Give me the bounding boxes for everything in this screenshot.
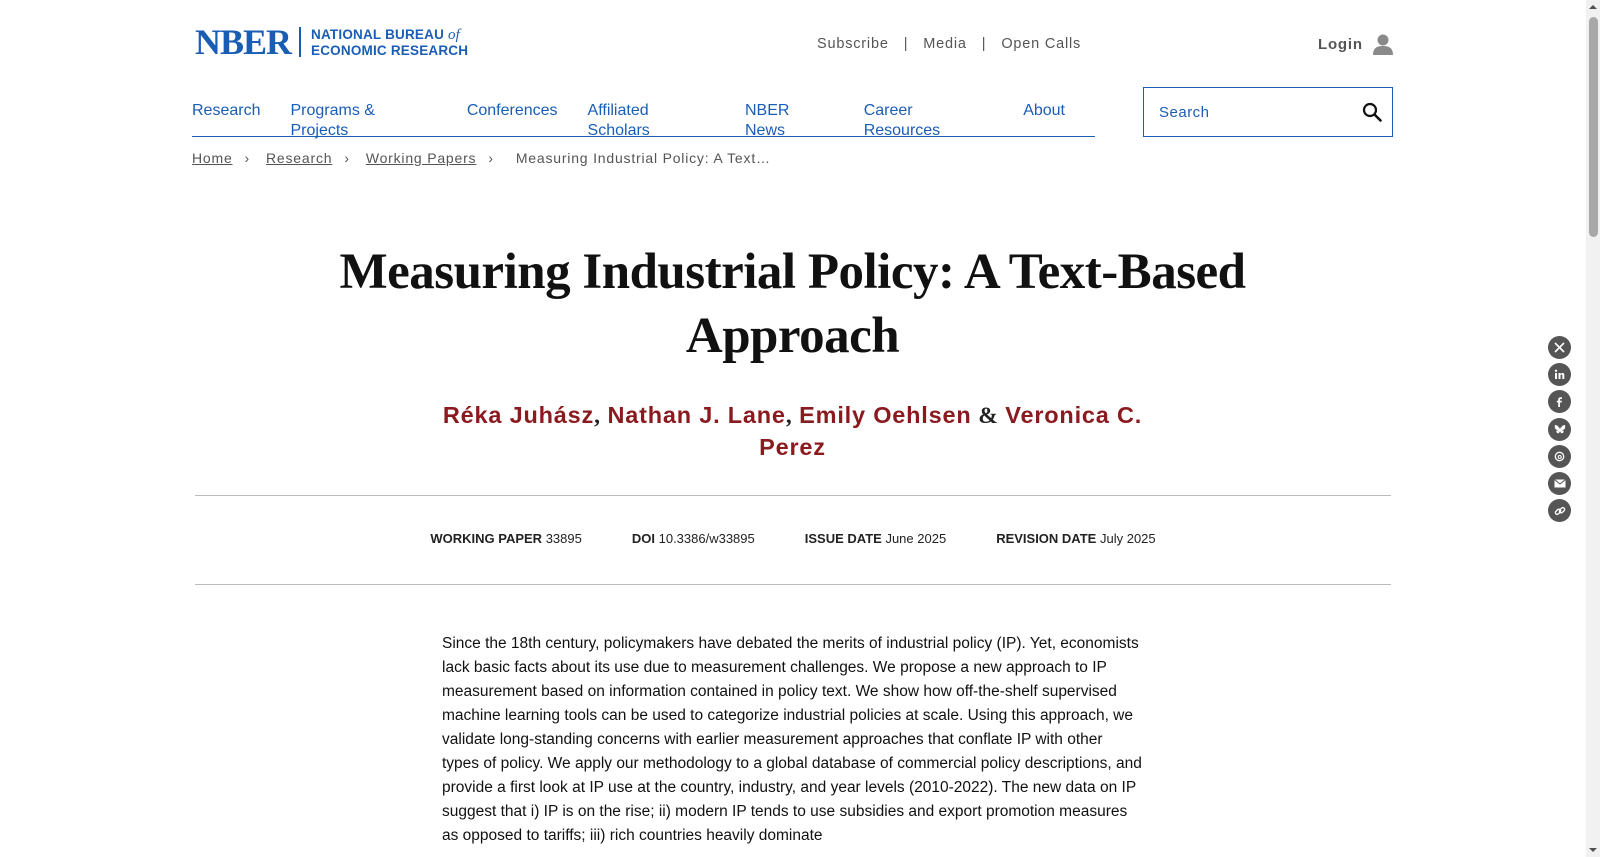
scrollbar-thumb[interactable] (1589, 17, 1598, 237)
scroll-up-arrow-icon[interactable] (1588, 2, 1598, 12)
nav-career-resources[interactable]: Career Resources (863, 102, 941, 139)
logo-text (311, 27, 468, 58)
author-link[interactable]: Réka Juhász (442, 402, 595, 428)
meta-revision-date: REVISION DATE July 2025 (996, 531, 1156, 546)
nber-logo[interactable] (195, 24, 468, 60)
open-calls-link[interactable]: Open Calls (1001, 36, 1082, 52)
meta-issue-date: ISSUE DATE June 2025 (804, 531, 947, 546)
login-label: Login (1318, 36, 1363, 53)
bluesky-icon[interactable] (1548, 418, 1571, 441)
linkedin-icon[interactable] (1548, 363, 1571, 386)
media-link[interactable]: Media (923, 36, 967, 52)
breadcrumb (192, 150, 771, 166)
breadcrumb-current: Measuring Industrial Policy: A Text… (515, 150, 771, 166)
user-icon (1373, 34, 1393, 55)
chevron-right-icon: › (344, 150, 350, 166)
logo-mark: NBER (195, 22, 292, 62)
author-link[interactable]: Nathan J. Lane (607, 402, 786, 428)
logo-divider (299, 27, 301, 57)
main-nav (192, 101, 1095, 137)
paper-meta (0, 531, 1586, 546)
logo-line2: ECONOMIC RESEARCH (311, 42, 469, 58)
author-list: Réka Juhász, Nathan J. Lane, Emily Oehlsen & Veronica C. Perez (442, 402, 1143, 460)
separator: | (903, 36, 909, 52)
breadcrumb-home[interactable]: Home (192, 150, 233, 166)
threads-icon[interactable] (1548, 445, 1571, 468)
utility-links (817, 36, 1081, 52)
search-icon[interactable] (1362, 102, 1382, 122)
breadcrumb-working-papers[interactable]: Working Papers (365, 150, 477, 166)
author-link[interactable]: Emily Oehlsen (799, 402, 972, 428)
logo-of: of (447, 26, 461, 43)
logo-line1: NATIONAL BUREAU (311, 26, 448, 42)
chevron-right-icon: › (244, 150, 251, 166)
breadcrumb-research[interactable]: Research (266, 150, 333, 166)
search-input[interactable] (1159, 104, 1349, 121)
divider (195, 495, 1391, 496)
email-icon[interactable] (1548, 472, 1571, 495)
abstract-text: Since the 18th century, policymakers have debated the merits of industrial policy (IP). Yet, economists lack basic facts about its use due to measurement challenges. We propose a new approach to IP measurement based on information contained in policy text. We show how off-the-shelf supervised machine learning tools can be used to categorize industrial policies at scale. Using this approach, we validate long-standing concerns with earlier measurement approaches that conflate IP with other types of policy. We apply our methodology to a global database of commercial policy descriptions, and provide a first look at IP use at the country, industry, and year levels (2010-2022). The new data on IP suggest that i) IP is on the rise; ii) modern IP tends to use subsidies and export promotion measures as opposed to tariffs; iii) rich countries heavily dominate (442, 635, 1142, 844)
nav-affiliated-scholars[interactable]: Affiliated Scholars (587, 102, 650, 139)
subscribe-link[interactable]: Subscribe (817, 36, 889, 52)
facebook-icon[interactable] (1548, 390, 1571, 413)
page-title: Measuring Industrial Policy: A Text-Based Approach (339, 244, 1246, 364)
nav-about[interactable]: About (1023, 102, 1065, 119)
nav-nber-news[interactable]: NBER News (745, 102, 790, 139)
meta-working-paper: WORKING PAPER 33895 (430, 531, 582, 546)
nav-research[interactable]: Research (192, 102, 261, 119)
separator: | (981, 36, 987, 52)
nav-conferences[interactable]: Conferences (466, 102, 558, 119)
search-box (1143, 87, 1393, 137)
scroll-down-arrow-icon[interactable] (1588, 845, 1598, 855)
chevron-right-icon: › (488, 150, 494, 166)
login-button[interactable] (1318, 34, 1393, 55)
meta-doi: DOI 10.3386/w33895 (631, 531, 755, 546)
x-icon[interactable] (1548, 336, 1571, 359)
share-rail (1548, 336, 1571, 526)
nav-programs-projects[interactable]: Programs & Projects (290, 102, 375, 139)
author-link[interactable]: Veronica C. Perez (759, 402, 1143, 460)
link-icon[interactable] (1548, 499, 1571, 522)
divider (195, 584, 1391, 585)
